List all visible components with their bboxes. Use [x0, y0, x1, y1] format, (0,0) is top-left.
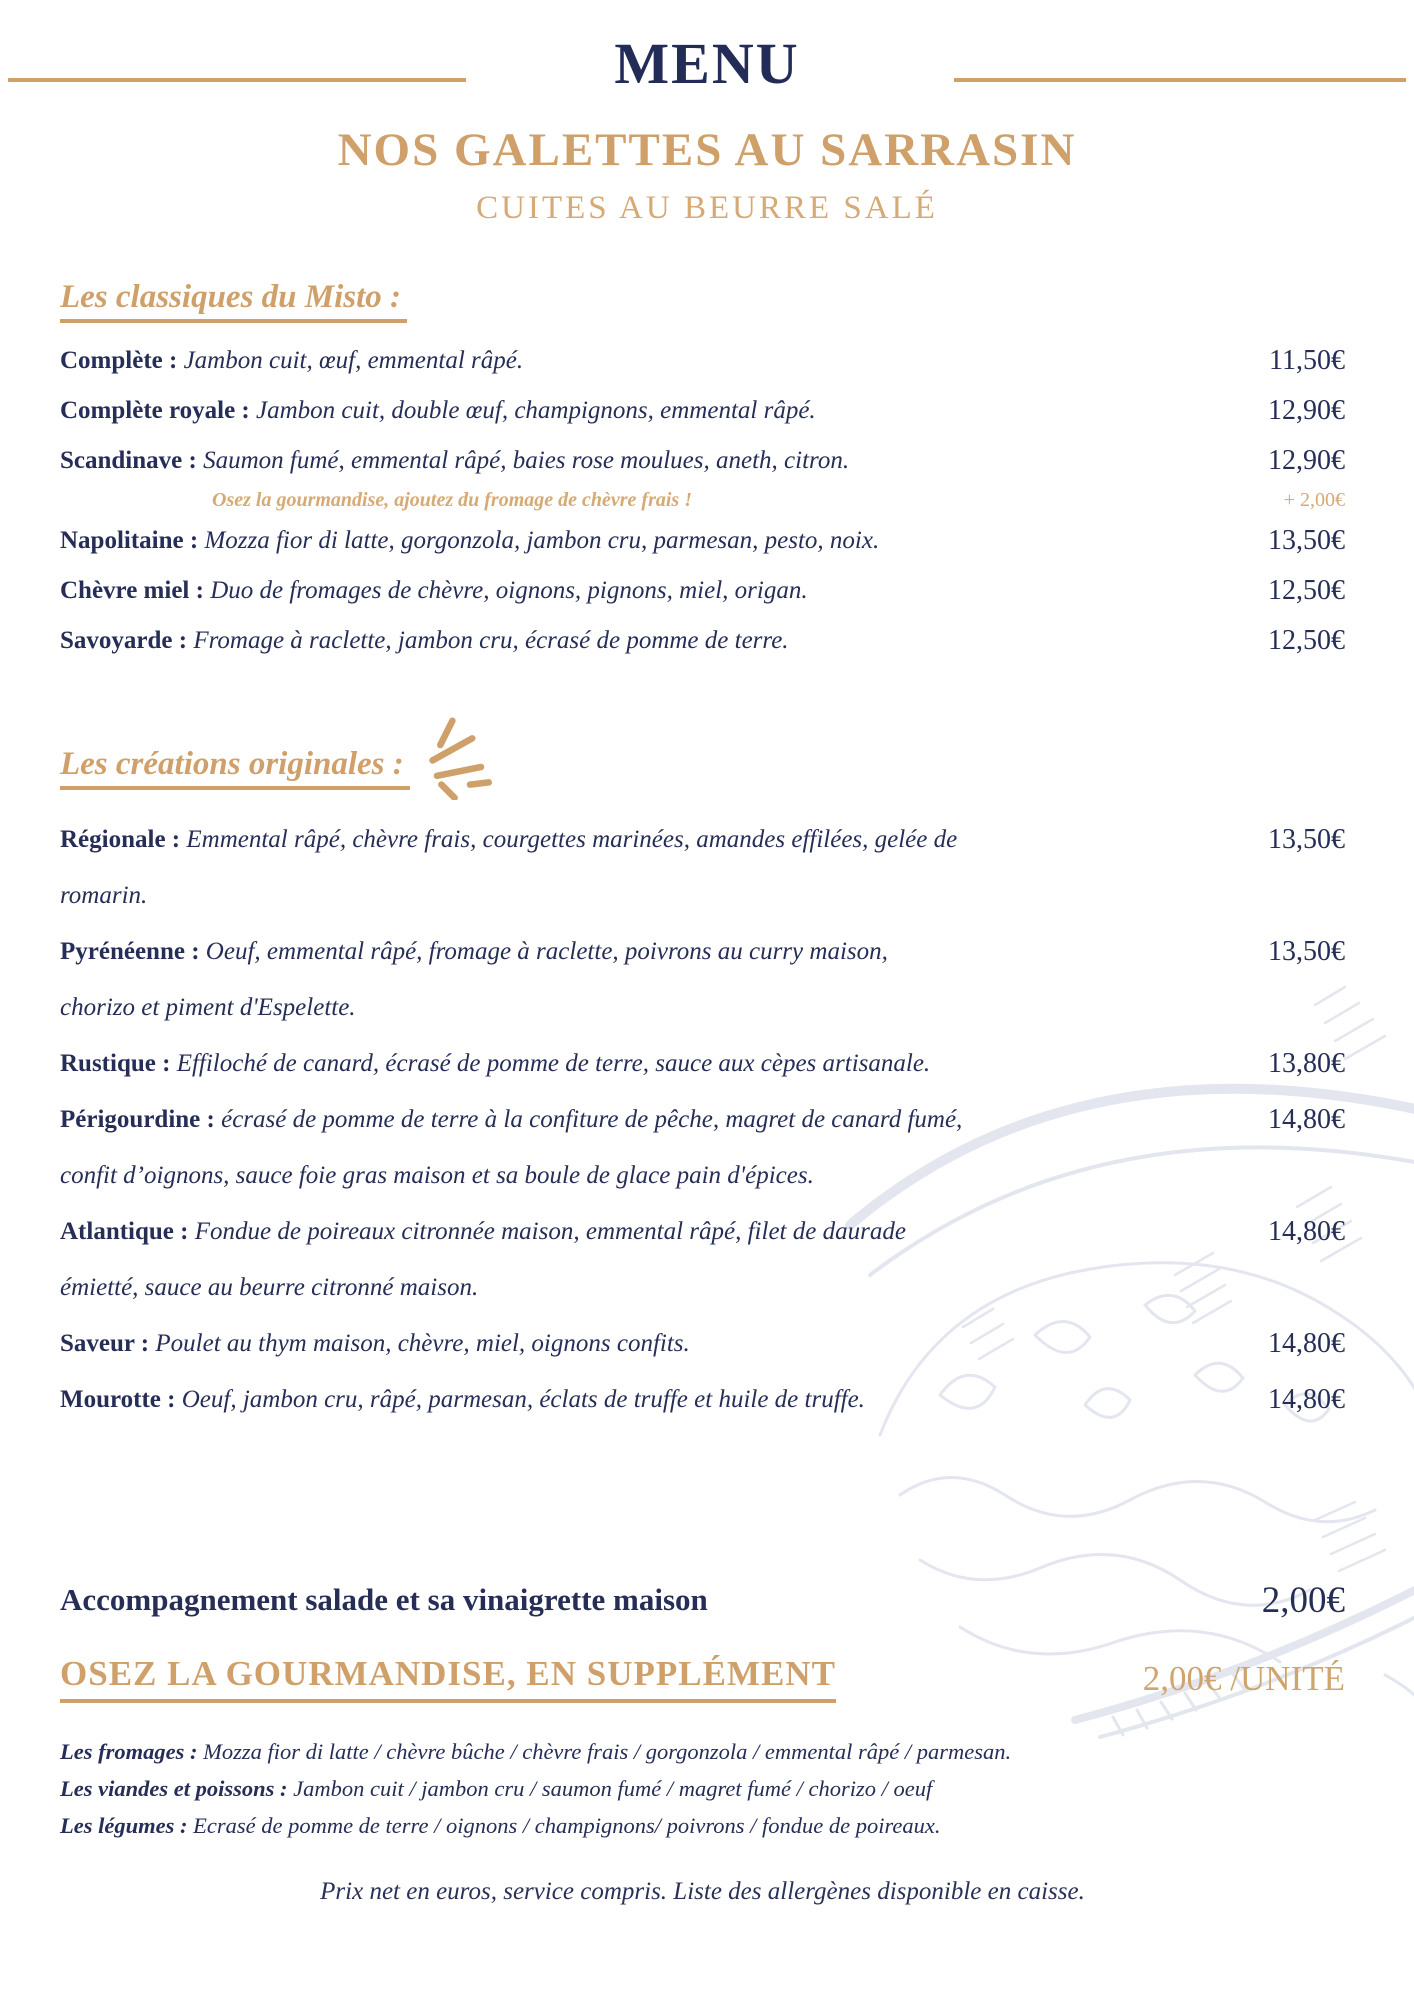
item-description: Effiloché de canard, écrasé de pomme de terre, sauce aux cèpes artisanale. [176, 1050, 931, 1077]
menu-body [0, 279, 1414, 1906]
menu-item [60, 443, 1345, 478]
supplement-category-name: Les légumes : [60, 1813, 188, 1838]
item-name: Mourotte : [60, 1386, 176, 1413]
item-price: 14,80€ [1268, 1104, 1345, 1135]
item-name: Périgourdine : [60, 1106, 215, 1133]
item-text [60, 1204, 965, 1316]
menu-item [60, 1372, 1345, 1428]
item-description: Fondue de poireaux citronnée maison, emmental râpé, filet de daurade émietté, sauce au beurre citronné maison. [60, 1218, 906, 1301]
item-name: Napolitaine : [60, 527, 199, 554]
item-price: 12,50€ [1268, 575, 1345, 606]
item-text [60, 1092, 965, 1204]
item-text [60, 1036, 965, 1092]
item-price: 14,80€ [1268, 1384, 1345, 1415]
item-price: 13,50€ [1268, 824, 1345, 855]
item-description: Jambon cuit, œuf, emmental râpé. [183, 347, 524, 374]
menu-item [60, 1036, 1345, 1092]
item-name: Régionale : [60, 826, 181, 853]
menu-item [60, 343, 1345, 378]
item-price: 14,80€ [1268, 1216, 1345, 1247]
footer-note: Prix net en euros, service compris. Liste des allergènes disponible en caisse. [320, 1878, 1085, 1905]
supplement-category-list: Jambon cuit / jambon cru / saumon fumé / magret fumé / chorizo / oeuf [293, 1776, 933, 1801]
item-price: 11,50€ [1269, 345, 1345, 376]
title-row [0, 30, 1414, 97]
sparkle-rays-icon [426, 712, 492, 800]
salad-option-price: 2,00€ [1261, 1579, 1345, 1621]
item-price: 13,50€ [1268, 936, 1345, 967]
item-text [60, 812, 965, 924]
item-name: Pyrénéenne : [60, 938, 200, 965]
supplement-category-name: Les viandes et poissons : [60, 1776, 288, 1801]
item-description: Mozza fior di latte, gorgonzola, jambon cru, parmesan, pesto, noix. [204, 527, 880, 554]
menu-item [60, 812, 1345, 924]
item-text [60, 573, 1175, 608]
section-heading-creations: Les créations originales : [60, 746, 410, 790]
supplement-category-list: Ecrasé de pomme de terre / oignons / champignons/ poivrons / fondue de poireaux. [193, 1813, 941, 1838]
item-description: Oeuf, emmental râpé, fromage à raclette, poivrons au curry maison, chorizo et piment d'Espelette. [60, 938, 888, 1021]
item-price: 13,80€ [1268, 1048, 1345, 1079]
section-creations [60, 746, 1345, 1428]
supplement-price: 2,00€ /UNITÉ [1142, 1658, 1345, 1698]
item-description: Emmental râpé, chèvre frais, courgettes marinées, amandes effilées, gelée de romarin. [60, 826, 958, 909]
item-name: Savoyarde : [60, 627, 188, 654]
item-text [60, 623, 1175, 658]
item-name: Rustique : [60, 1050, 171, 1077]
item-description: Saumon fumé, emmental râpé, baies rose moulues, aneth, citron. [203, 447, 850, 474]
supplement-category-name: Les fromages : [60, 1739, 198, 1764]
item-price: 12,50€ [1268, 625, 1345, 656]
item-description: Fromage à raclette, jambon cru, écrasé de pomme de terre. [193, 627, 789, 654]
item-name: Complète : [60, 347, 178, 374]
header-rule-left [8, 78, 466, 82]
supplement-heading-row [60, 1654, 1345, 1703]
item-text [60, 523, 1175, 558]
menu-item [60, 924, 1345, 1036]
menu-header [0, 0, 1414, 227]
supplement-category-list: Mozza fior di latte / chèvre bûche / chèvre frais / gorgonzola / emmental râpé / parmesan. [203, 1739, 1012, 1764]
upsell-note-row [60, 485, 1345, 515]
menu-item [60, 573, 1345, 608]
section-heading-classiques: Les classiques du Misto : [60, 279, 407, 323]
item-name: Complète royale : [60, 397, 250, 424]
upsell-note-text: Osez la gourmandise, ajoutez du fromage de chèvre frais ! [212, 489, 692, 511]
supplement-category-row [60, 1733, 1345, 1770]
creations-heading-row [60, 746, 1345, 800]
section-classiques [60, 279, 1345, 658]
menu-item [60, 1204, 1345, 1316]
supplement-category-row [60, 1770, 1345, 1807]
item-price: 14,80€ [1268, 1328, 1345, 1359]
item-description: écrasé de pomme de terre à la confiture de pêche, magret de canard fumé, confit d’oignons, sauce foie gras maison et sa boule de glace pain d'épices. [60, 1106, 963, 1189]
item-name: Saveur : [60, 1330, 150, 1357]
upsell-note-price: + 2,00€ [1283, 489, 1345, 511]
page-title: MENU [614, 31, 800, 96]
item-price: 12,90€ [1268, 445, 1345, 476]
supplement-heading: OSEZ LA GOURMANDISE, EN SUPPLÉMENT [60, 1654, 836, 1703]
menu-subtitle: NOS GALETTES AU SARRASIN [337, 124, 1077, 176]
salad-option-label: Accompagnement salade et sa vinaigrette maison [60, 1582, 708, 1617]
creations-items [60, 812, 1345, 1428]
item-text [60, 393, 1175, 428]
menu-item [60, 1092, 1345, 1204]
header-rule-right [954, 78, 1406, 82]
item-description: Duo de fromages de chèvre, oignons, pignons, miel, origan. [210, 577, 808, 604]
item-text [60, 343, 1175, 378]
item-text [60, 443, 1175, 478]
menu-item [60, 623, 1345, 658]
item-description: Jambon cuit, double œuf, champignons, emmental râpé. [256, 397, 816, 424]
item-name: Scandinave : [60, 447, 197, 474]
supplement-categories [60, 1733, 1345, 1844]
item-text [60, 1316, 965, 1372]
menu-item [60, 1316, 1345, 1372]
menu-tagline: CUITES AU BEURRE SALÉ [476, 190, 938, 226]
item-description: Oeuf, jambon cru, râpé, parmesan, éclats de truffe et huile de truffe. [181, 1386, 865, 1413]
menu-item [60, 523, 1345, 558]
salad-option-row [60, 1578, 1345, 1622]
item-name: Chèvre miel : [60, 577, 204, 604]
item-price: 13,50€ [1268, 525, 1345, 556]
item-price: 12,90€ [1268, 395, 1345, 426]
classiques-items [60, 343, 1345, 658]
item-text [60, 924, 965, 1036]
item-text [60, 1372, 965, 1428]
item-description: Poulet au thym maison, chèvre, miel, oignons confits. [155, 1330, 690, 1357]
item-name: Atlantique : [60, 1218, 189, 1245]
menu-item [60, 393, 1345, 428]
supplement-category-row [60, 1807, 1345, 1844]
